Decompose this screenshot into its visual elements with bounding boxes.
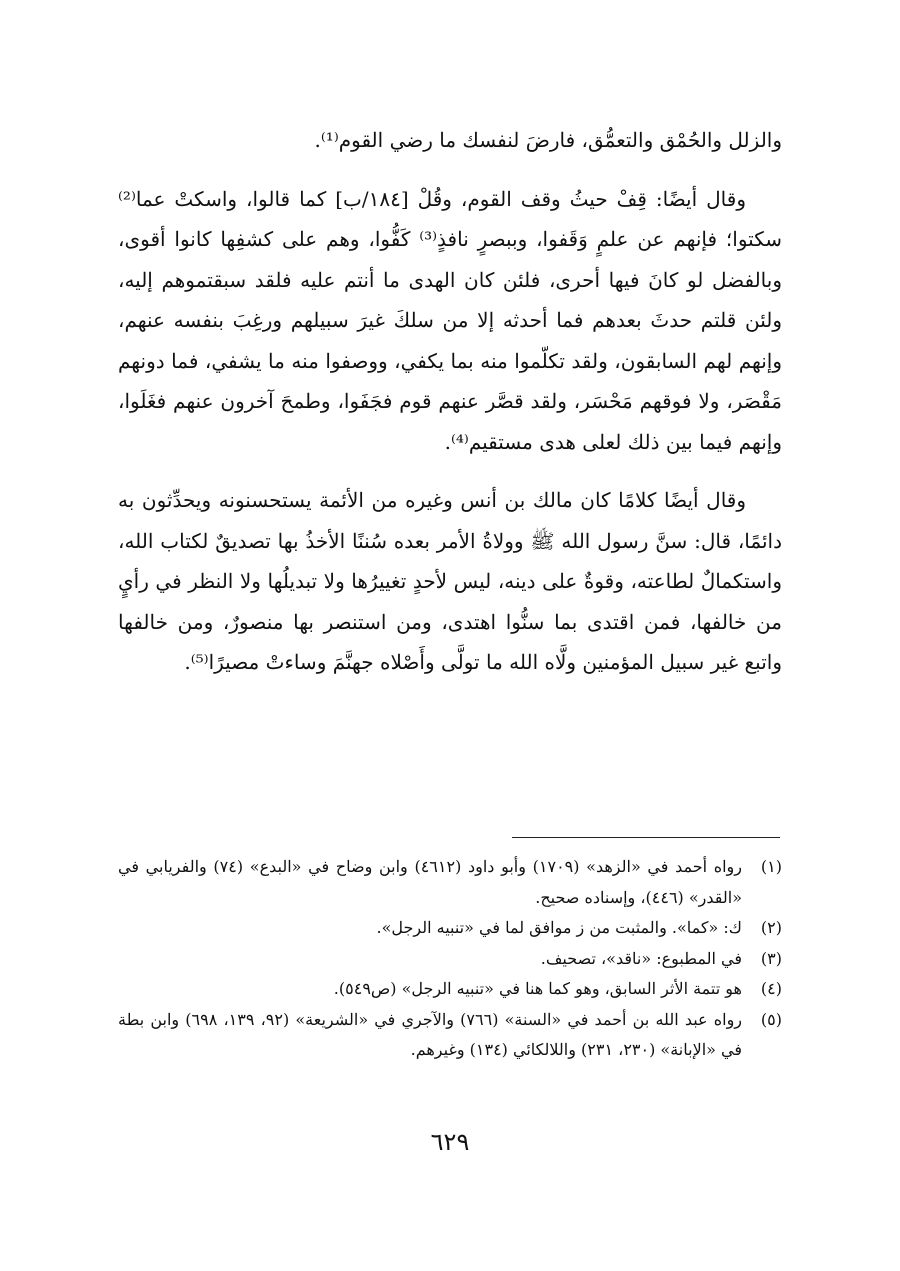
footnotes-block xyxy=(118,852,782,1066)
footnote-text: هو تتمة الأثر السابق، وهو كما هنا في «تنبيه الرجل» (ص٥٤٩). xyxy=(333,979,742,998)
footnote-3 xyxy=(118,944,782,975)
footnote-text: رواه أحمد في «الزهد» (١٧٠٩) وأبو داود (٤٦١٢) وابن وضاح في «البدع» (٧٤) والفريابي في «القدر» (٤٤٦)، وإسناده صحيح. xyxy=(118,857,743,907)
main-text-block xyxy=(118,120,782,683)
footnote-text: رواه عبد الله بن أحمد في «السنة» (٧٦٦) والآجري في «الشريعة» (٩٢، ١٣٩، ٦٩٨) وابن بطة في «الإبانة» (٢٣٠، ٢٣١) واللالكائي (١٣٤) وغيرهم. xyxy=(118,1009,743,1059)
footnote-5 xyxy=(118,1005,782,1066)
footnote-number: (٥) xyxy=(760,1009,782,1029)
footnote-number: (٢) xyxy=(760,918,782,937)
footnote-number: (٤) xyxy=(760,979,782,998)
footnote-text: في المطبوع: «ناقد»، تصحيف. xyxy=(540,948,742,968)
footnote-separator xyxy=(512,837,780,838)
footnote-number: (٣) xyxy=(760,948,782,968)
footnote-1 xyxy=(118,852,782,913)
paragraph-1: والزلل والحُمْق والتعمُّق، فارضَ لنفسك ما رضي القوم⁽¹⁾. xyxy=(314,128,782,152)
page-number: ٦٢٩ xyxy=(430,1128,470,1156)
paragraph-2: وقال أيضًا: قِفْ حيثُ وقف القوم، وقُلْ [١٨٤/ب] كما قالوا، واسكتْ عما⁽²⁾ سكتوا؛ فإنهم عن علمٍ وَقَفوا، وببصرٍ نافذٍ⁽³⁾ كَفُّوا، وهم على كشفِها كانوا أقوى، وبالفضل لو كانَ فيها أحرى، فلئن كان الهدى ما أنتم عليه فلقد سبقتموهم إليه، ولئن قلتم حدثَ بعدهم فما أحدثه إلا من سلكَ غيرَ سبيلهم ورغِبَ بنفسه عنهم، وإنهم لهم السابقون، ولقد تكلّموا منه بما يكفي، ووصفوا منه ما يشفي، فما دونهم مَقْصَر، ولا فوقهم مَحْسَر، ولقد قصَّر عنهم قوم فجَفَوا، وطمحَ آخرون عنهم فغَلَوا، وإنهم فيما بين ذلك لعلى هدى مستقيم⁽⁴⁾. xyxy=(118,186,782,454)
footnote-number: (١) xyxy=(760,857,782,876)
footnote-text: ك: «كما». والمثبت من ز موافق لما في «تنبيه الرجل». xyxy=(376,918,742,937)
footnote-2 xyxy=(118,913,782,944)
footnote-4 xyxy=(118,974,782,1005)
paragraph-3: وقال أيضًا كلامًا كان مالك بن أنس وغيره من الأئمة يستحسنونه ويحدِّثون به دائمًا، قال: سنَّ رسول الله ﷺ وولاةُ الأمر بعده سُننًا الأخذُ بها تصديقٌ لكتاب الله، واستكمالٌ لطاعته، وقوةٌ على دينه، ليس لأحدٍ تغييرُها ولا تبديلُها ولا النظر في رأيٍ من خالفها، فمن اقتدى بما سنُّوا اهتدى، ومن استنصر بها منصورٌ، ومن خالفها واتبع غير سبيل المؤمنين ولَّاه الله ما تولَّى وأَصْلاه جهنَّمَ وساءتْ مصيرًا⁽⁵⁾. xyxy=(118,488,782,674)
